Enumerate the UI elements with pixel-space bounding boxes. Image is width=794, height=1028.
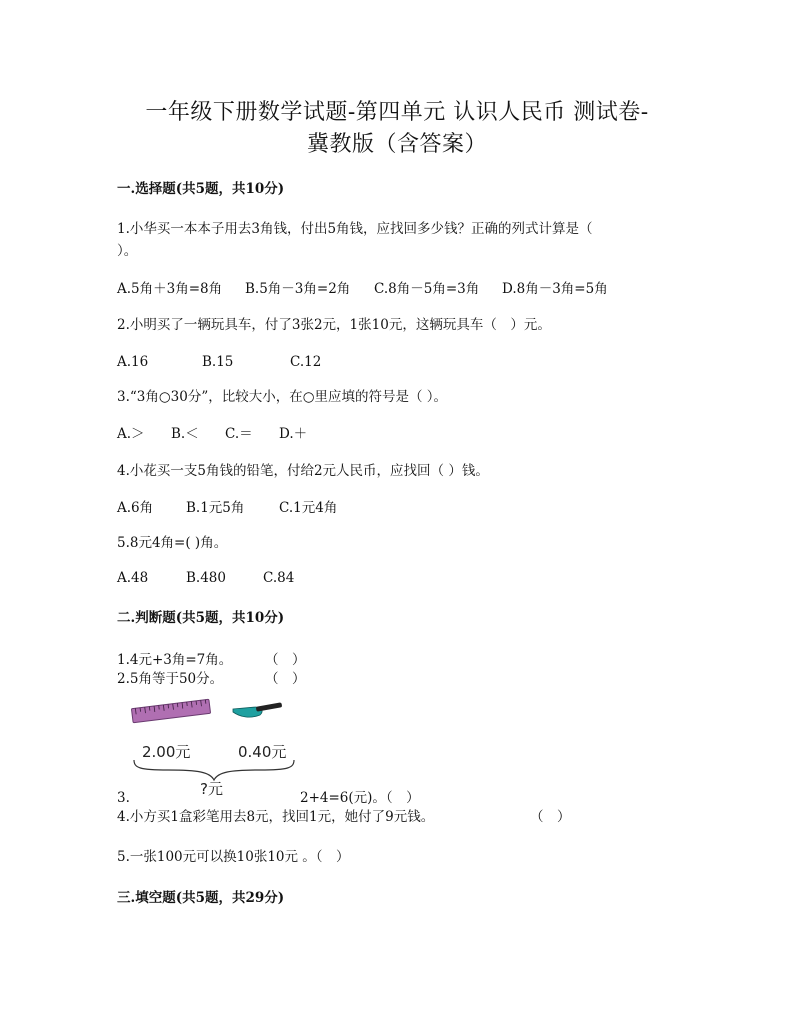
choice-question-2: 2.小明买了一辆玩具车，付了3张2元，1张10元，这辆玩具车（ ）元。 <box>117 317 551 333</box>
answer-parentheses: （ ） <box>530 809 571 825</box>
section-heading-judge: 二.判断题(共5题，共10分) <box>117 610 285 626</box>
choice-question-4-options <box>117 499 337 517</box>
section-heading-choice: 一.选择题(共5题，共10分) <box>117 181 285 197</box>
judge-question-2 <box>117 670 306 688</box>
judge-question-1 <box>117 651 306 669</box>
option-b: B.5角－3角=2角 <box>245 281 351 297</box>
option-c: C.84 <box>263 570 295 586</box>
choice-question-1: 1.小华买一本本子用去3角钱，付出5角钱，应找回多少钱？正确的列式计算是（ <box>117 221 593 237</box>
choice-question-5-options <box>117 569 294 587</box>
option-a: A.5角＋3角=8角 <box>117 281 223 297</box>
price-figure <box>128 696 300 798</box>
choice-question-1-cont: ）。 <box>117 243 138 259</box>
choice-question-4: 4.小花买一支5角钱的铅笔，付给2元人民币，应找回（ ）钱。 <box>117 463 489 479</box>
section-heading-fill: 三.填空题(共5题，共29分) <box>117 890 285 906</box>
knife-icon <box>233 702 282 717</box>
option-b: B.＜ <box>171 426 199 442</box>
page-title-line2: 冀教版（含答案） <box>306 132 487 157</box>
judge-question-5: 5.一张100元可以换10张10元 。（ ） <box>117 849 350 865</box>
ruler-icon <box>131 699 210 722</box>
judge-question-3-text: 2+4=6(元)。（ ） <box>300 790 420 806</box>
option-c: C.1元4角 <box>279 500 338 516</box>
option-a: A.6角 <box>117 500 154 516</box>
judge-question-2-text: 2.5角等于50分。 <box>117 671 224 687</box>
option-a: A.16 <box>117 354 149 370</box>
brace-shape <box>134 760 294 780</box>
answer-parentheses: （ ） <box>265 671 306 687</box>
choice-question-5: 5.8元4角=( )角。 <box>117 535 228 551</box>
option-c: C.12 <box>290 354 322 370</box>
choice-question-3-options <box>117 425 307 443</box>
judge-question-4 <box>117 808 571 826</box>
price-total: ?元 <box>200 780 223 798</box>
option-c: C.＝ <box>225 426 253 442</box>
choice-question-2-options <box>117 353 321 371</box>
option-d: D.＋ <box>279 426 308 442</box>
answer-parentheses: （ ） <box>265 652 306 668</box>
price-left: 2.00元 <box>142 743 191 761</box>
judge-question-4-text: 4.小方买1盒彩笔用去8元，找回1元，她付了9元钱。 <box>117 809 435 825</box>
option-b: B.1元5角 <box>186 500 245 516</box>
judge-question-3 <box>117 789 420 807</box>
option-a: A.48 <box>117 570 149 586</box>
option-b: B.15 <box>202 354 234 370</box>
option-a: A.＞ <box>117 426 145 442</box>
price-right: 0.40元 <box>238 743 287 761</box>
option-c: C.8角－5角=3角 <box>374 281 480 297</box>
judge-question-1-text: 1.4元+3角=7角。 <box>117 652 233 668</box>
judge-question-3-number: 3. <box>117 790 130 806</box>
choice-question-1-options <box>117 280 608 298</box>
page-title-line1: 一年级下册数学试题-第四单元 认识人民币 测试卷- <box>145 100 649 125</box>
option-b: B.480 <box>186 570 226 586</box>
choice-question-3: 3.“3角○30分”，比较大小，在○里应填的符号是（ ）。 <box>117 389 448 405</box>
option-d: D.8角－3角=5角 <box>502 281 608 297</box>
